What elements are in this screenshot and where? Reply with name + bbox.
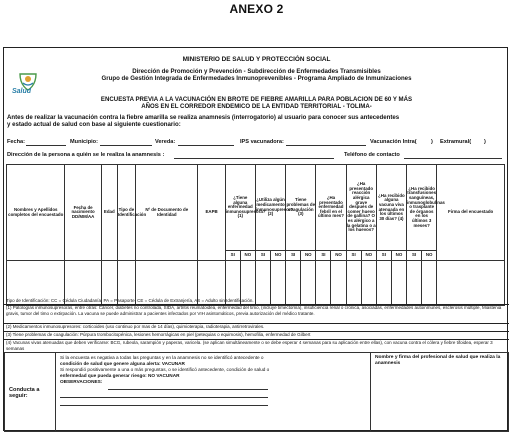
direction-title: Dirección de Promoción y Prevención - Subdirección de Enfermedades Transmisibles [132,68,381,75]
ministry-title: MINISTERIO DE SALUD Y PROTECCIÓN SOCIAL [182,56,331,63]
conduct-instructions [60,355,366,385]
header-full-name: Nombres y Apellidos completos del encuestado [7,165,65,261]
header-q2: ¿Utiliza algún medicamento inmunosupresor? (2) [255,165,285,251]
survey-form [3,47,508,431]
date-label: Fecha: [7,139,26,145]
conduct-label: Conducta a seguir: [9,387,40,399]
phone-label: Teléfono de contacto [344,152,400,158]
survey-table [6,164,505,306]
note-3: (3) Tiene problemas de coagulación: Púrpura trombocitopénica, lesiones hemorrágicas en piel (petequias o equimosis), hemofilia, enfermedad de Gilbert [6,332,311,337]
conduct-line-3: Si respondió positivamente a una o más preguntas, o se identificó antecedente, condición de salud o [60,367,270,372]
professional-signature-label: Nombre y firma del profesional de salud que realiza la anamnesis [375,355,501,366]
header-id-type: Tipo de Identificación [117,165,135,261]
q1-no: NO [240,251,255,261]
q4-yes: SI [316,251,331,261]
professional-signature-box[interactable] [370,352,509,432]
header-q1: ¿Tiene alguna enfermedad inmunosupresora? (1) [225,165,255,251]
observations-label: OBSERVACIONES: [60,379,103,384]
vereda-field[interactable] [178,145,234,146]
id-type-note [6,298,505,304]
q2-yes: SI [255,251,270,261]
address-field[interactable] [174,158,334,159]
header-q4: ¿Ha presentado enfermedad febril en el último mes? [316,165,346,251]
header-age: Edad [101,165,117,261]
group-title: Grupo de Gestión Integrada de Enfermedades Inmunoprevenibles - Programa Ampliado de Inmunizaciones [101,75,412,82]
intro-line-2: y estado actual de salud con base al siguiente cuestionario: [7,121,181,128]
vereda-label: Vereda: [155,139,176,145]
header-eapb: EAPB [198,165,225,261]
annex-title: ANEXO 2 [229,2,284,16]
observations-field[interactable] [108,389,268,390]
id-type-note-text: Tipo de Identificación: CC = Cédula Ciudadanía, PA = Pasaporte, CE = Cédula de Extranjería, AS = Adulto sin Identificación. [6,298,254,303]
ips-field[interactable] [286,145,366,146]
conduct-line-4: enfermedad que pueda generar riesgo: NO VACUNAR [60,373,180,378]
extramural-close: ) [484,139,486,145]
q7-yes: SI [407,251,422,261]
q3-no: NO [301,251,316,261]
observations-line[interactable] [60,405,268,406]
conduct-line-1: Si la encuesta es negativa a todas las preguntas y en la anamnesis no se identificó antecedente o [60,355,264,360]
observations-line[interactable] [60,397,268,398]
logo-text: Salud [12,88,32,95]
address-label: Dirección de la persona a quién se le realiza la anamnesis : [7,152,165,158]
conduct-label-box [4,352,56,432]
vaccination-intra-label: Vacunación Intra( [370,139,417,145]
header-q7: ¿Ha recibido transfusiones sanguíneas, inmunoglobulinas o trasplante de órganos en los últimos 3 meses? [407,165,437,251]
extramural-label: Extramural( [440,139,472,145]
header-q6: ¿Ha recibido alguna vacuna viva atenuada en los últimos 30 días? (4) [376,165,406,251]
q2-no: NO [271,251,286,261]
intra-close: ) [431,139,433,145]
conduct-line-2: condición de salud que genere alguna alerta: VACUNAR [60,361,185,366]
extramural-checkbox[interactable] [474,139,482,145]
header-id-number: Nº de Documento de Identidad [136,165,198,261]
header-q5: ¿Ha presentado reacción alérgica grave después de comer huevo de gallina? O es alérgico a la gelatina o a los huevos? [346,165,376,251]
note-1: (1) Patologías inmunosupresoras, entre otras: Cáncer, diabetes no controlada, SIDA, artritis reumatoidea, enfermedad del timo, (incluye timectomía), insuficiencia renal o crónica, asociadas, enfermedades autoinmunes, esclerosis múltiple, Miastenia gravis, tumor del timo o extirpación. La vacuna se puede administrar a pacientes infectados por VIH asintomáticos, previa autorización del médico tratante. [6,305,502,316]
header-signature: Firma del encuestado [437,165,505,261]
intro-line-1: Antes de realizar la vacunación contra la fiebre amarilla se realiza anamnesis (interrogatorio) al usuario para conocer sus antecedentes [7,114,400,121]
phone-field[interactable] [404,158,502,159]
q5-no: NO [361,251,376,261]
q1-yes: SI [225,251,240,261]
survey-title-line-1: ENCUESTA PREVIA A LA VACUNACIÓN EN BROTE DE FIEBRE AMARILLA PARA POBLACION DE 60 Y MÁS [100,96,413,103]
q4-no: NO [331,251,346,261]
q7-no: NO [422,251,437,261]
intra-checkbox[interactable] [422,139,430,145]
header-birth-date: Fecha de nacimiento DD/MM/AA [65,165,101,261]
q5-yes: SI [346,251,361,261]
municipality-field[interactable] [100,145,152,146]
survey-title-line-2: AÑOS EN EL CORREDOR ENDEMICO DE LA ENTIDAD TERRITORIAL - TOLIMA- [141,103,372,110]
q3-yes: SI [286,251,301,261]
note-2: (2) Medicamentos inmunosupresores: corticoides (uso continuo por mas de 14 días), quimioterapia, radioterapia, antirretrovirales. [6,324,265,329]
conduct-instructions-box [55,352,371,432]
note-4: (4) Vacunas vivas atenuadas que deben verificarse: BCG, rubeola, sarampión y paperas, varicela. (se aplican simultáneamente o se debe esperar 4 semanas para su aplicación entre ellas), con vacuna contra el cólera y fiebre tifoidea, esperar 3 semanas [6,340,493,351]
q6-no: NO [391,251,406,261]
ips-label: IPS vacunadora: [240,139,284,145]
date-field[interactable] [26,145,66,146]
header-q3: Tiene problemas de coagulación (3) [286,165,316,251]
q6-yes: SI [376,251,391,261]
municipality-label: Municipio: [70,139,98,145]
